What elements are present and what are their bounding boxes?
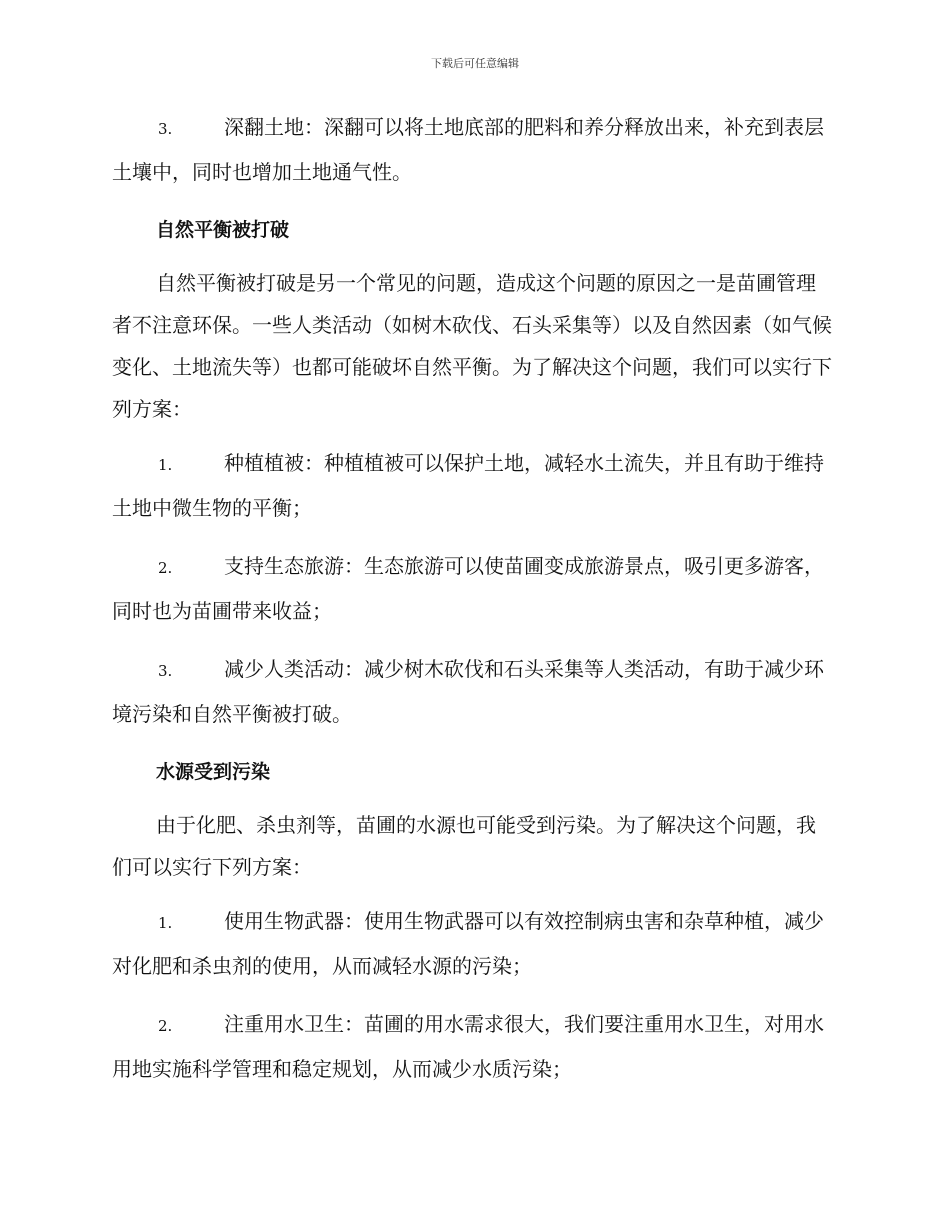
document-body (112, 106, 834, 1106)
list-item-text: 使用生物武器：使用生物武器可以有效控制病虫害和杂草种植，减少对化肥和杀虫剂的使用，从而减轻水源的污染； (112, 909, 824, 978)
list-number: 3. (158, 120, 173, 138)
section-heading-balance: 自然平衡被打破 (156, 219, 290, 241)
page-header: 下载后可任意编辑 (431, 57, 519, 70)
list-item-text: 注重用水卫生：苗圃的用水需求很大，我们要注重用水卫生，对用水用地实施科学管理和稳定规划，从而减少水质污染； (112, 1012, 824, 1081)
list-item-text: 支持生态旅游：生态旅游可以使苗圃变成旅游景点，吸引更多游客，同时也为苗圃带来收益； (112, 554, 824, 623)
list-item-text: 种植植被：种植植被可以保护土地，减轻水土流失，并且有助于维持土地中微生物的平衡； (112, 451, 824, 520)
list-item-text: 减少人类活动：减少树木砍伐和石头采集等人类活动，有助于减少环境污染和自然平衡被打破。 (112, 657, 824, 726)
list-item-deep-plowing (112, 106, 834, 194)
list-item-eco-tourism (112, 545, 834, 633)
section-heading-water: 水源受到污染 (156, 761, 271, 783)
list-item-plant-vegetation (112, 442, 834, 530)
list-number: 3. (158, 662, 173, 680)
list-number: 1. (158, 914, 173, 932)
list-number: 2. (158, 1017, 173, 1035)
list-item-reduce-human-activity (112, 648, 834, 736)
list-item-text: 深翻土地：深翻可以将土地底部的肥料和养分释放出来，补充到表层土壤中，同时也增加土地通气性。 (112, 115, 824, 184)
list-number: 1. (158, 456, 173, 474)
list-item-water-hygiene (112, 1003, 834, 1091)
paragraph-water-intro: 由于化肥、杀虫剂等，苗圃的水源也可能受到污染。为了解决这个问题，我们可以实行下列方案： (112, 813, 816, 879)
list-number: 2. (158, 559, 173, 577)
list-item-biological-control (112, 900, 834, 988)
paragraph-balance-intro: 自然平衡被打破是另一个常见的问题，造成这个问题的原因之一是苗圃管理者不注意环保。一些人类活动（如树木砍伐、石头采集等）以及自然因素（如气候变化、土地流失等）也都可能破坏自然平衡。为了解决这个问题，我们可以实行下列方案： (112, 271, 832, 421)
